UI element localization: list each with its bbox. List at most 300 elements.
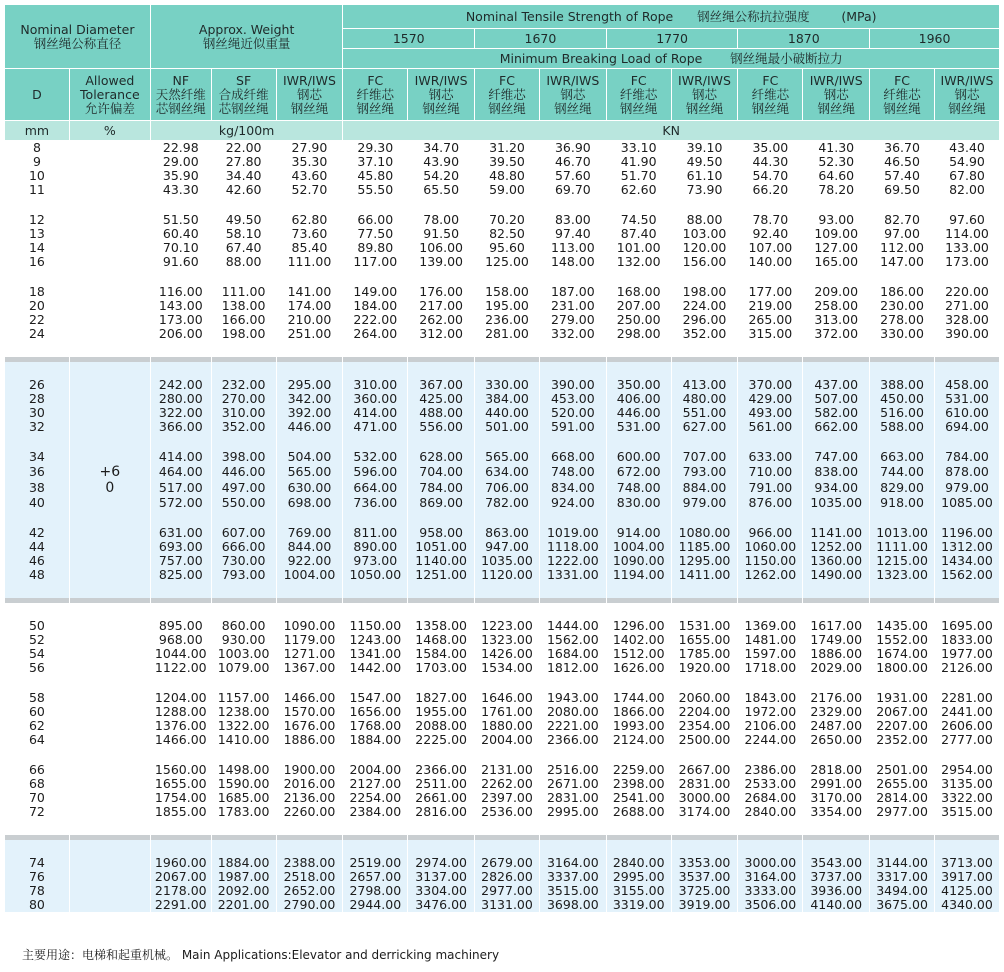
tolerance-cell [69, 661, 150, 675]
value-cell: 1271.00 [276, 647, 343, 661]
value-cell: 1434.00 [934, 554, 999, 568]
value-cell: 2518.00 [276, 870, 343, 884]
value-cell: 2281.00 [934, 691, 999, 705]
value-cell: 607.00 [211, 526, 276, 540]
value-cell: 973.00 [343, 554, 408, 568]
value-cell: 3476.00 [408, 898, 475, 912]
value-cell: 176.00 [408, 285, 475, 299]
value-cell: 2519.00 [343, 856, 408, 870]
value-cell: 34.70 [408, 141, 475, 155]
value-cell: 829.00 [870, 480, 935, 496]
table-row [5, 540, 1000, 554]
group-spacer [5, 510, 1000, 526]
diameter-cell: 28 [5, 392, 70, 406]
value-cell: 43.60 [276, 169, 343, 183]
value-cell: 55.50 [343, 183, 408, 197]
value-cell: 628.00 [408, 450, 475, 464]
group-spacer [5, 341, 1000, 357]
value-cell: 968.00 [150, 633, 211, 647]
value-cell: 1490.00 [803, 568, 870, 582]
value-cell: 2254.00 [343, 791, 408, 805]
value-cell: 633.00 [738, 450, 803, 464]
load-iwr-header-1670: IWR/IWS 钢芯 钢丝绳 [539, 69, 606, 121]
value-cell: 67.40 [211, 241, 276, 255]
value-cell: 1656.00 [343, 705, 408, 719]
value-cell: 748.00 [606, 480, 671, 496]
value-cell: 2977.00 [475, 884, 540, 898]
value-cell: 3919.00 [671, 898, 738, 912]
value-cell: 1080.00 [671, 526, 738, 540]
load-fc-header-1960: FC 纤维芯 钢丝绳 [870, 69, 935, 121]
tolerance-cell [69, 255, 150, 269]
value-cell: 793.00 [671, 464, 738, 480]
value-cell: 54.70 [738, 169, 803, 183]
value-cell: 73.60 [276, 227, 343, 241]
value-cell: 69.70 [539, 183, 606, 197]
value-cell: 488.00 [408, 406, 475, 420]
value-cell: 934.00 [803, 480, 870, 496]
diameter-cell: 74 [5, 856, 70, 870]
value-cell: 1547.00 [343, 691, 408, 705]
value-cell: 87.40 [606, 227, 671, 241]
value-cell: 2127.00 [343, 777, 408, 791]
value-cell: 231.00 [539, 299, 606, 313]
value-cell: 295.00 [276, 378, 343, 392]
value-cell: 1196.00 [934, 526, 999, 540]
value-cell: 747.00 [803, 450, 870, 464]
value-cell: 672.00 [606, 464, 671, 480]
value-cell: 2944.00 [343, 898, 408, 912]
value-cell: 3131.00 [475, 898, 540, 912]
value-cell: 556.00 [408, 420, 475, 434]
value-cell: 61.10 [671, 169, 738, 183]
value-cell: 2225.00 [408, 733, 475, 747]
value-cell: 2092.00 [211, 884, 276, 898]
value-cell: 147.00 [870, 255, 935, 269]
grade-1960: 1960 [870, 29, 1000, 49]
value-cell: 116.00 [150, 285, 211, 299]
value-cell: 2441.00 [934, 705, 999, 719]
load-fc-header-1870: FC 纤维芯 钢丝绳 [738, 69, 803, 121]
value-cell: 958.00 [408, 526, 475, 540]
value-cell: 3174.00 [671, 805, 738, 819]
value-cell: 113.00 [539, 241, 606, 255]
value-cell: 2178.00 [150, 884, 211, 898]
value-cell: 2840.00 [738, 805, 803, 819]
grade-1670: 1670 [475, 29, 607, 49]
value-cell: 1251.00 [408, 568, 475, 582]
column-header-row [5, 69, 1000, 121]
value-cell: 78.70 [738, 213, 803, 227]
value-cell: 3164.00 [539, 856, 606, 870]
value-cell: 232.00 [211, 378, 276, 392]
value-cell: 3353.00 [671, 856, 738, 870]
value-cell: 1866.00 [606, 705, 671, 719]
table-row [5, 870, 1000, 884]
value-cell: 757.00 [150, 554, 211, 568]
group-spacer [5, 582, 1000, 598]
diameter-cell: 12 [5, 213, 70, 227]
value-cell: 330.00 [475, 378, 540, 392]
table-row [5, 299, 1000, 313]
tolerance-cell [69, 450, 150, 464]
value-cell: 1003.00 [211, 647, 276, 661]
value-cell: 177.00 [738, 285, 803, 299]
table-body [5, 141, 1000, 912]
value-cell: 2679.00 [475, 856, 540, 870]
value-cell: 1150.00 [343, 619, 408, 633]
table-row [5, 763, 1000, 777]
diameter-cell: 10 [5, 169, 70, 183]
value-cell: 313.00 [803, 313, 870, 327]
value-cell: 111.00 [211, 285, 276, 299]
value-cell: 2995.00 [539, 805, 606, 819]
value-cell: 1812.00 [539, 661, 606, 675]
value-cell: 2840.00 [606, 856, 671, 870]
value-cell: 1120.00 [475, 568, 540, 582]
value-cell: 1194.00 [606, 568, 671, 582]
load-iwr-header-1570: IWR/IWS 钢芯 钢丝绳 [408, 69, 475, 121]
value-cell: 2798.00 [343, 884, 408, 898]
diameter-cell: 68 [5, 777, 70, 791]
value-cell: 222.00 [343, 313, 408, 327]
value-cell: 224.00 [671, 299, 738, 313]
value-cell: 78.20 [803, 183, 870, 197]
value-cell: 1468.00 [408, 633, 475, 647]
diameter-cell: 30 [5, 406, 70, 420]
value-cell: 174.00 [276, 299, 343, 313]
value-cell: 367.00 [408, 378, 475, 392]
value-cell: 2136.00 [276, 791, 343, 805]
value-cell: 869.00 [408, 496, 475, 510]
value-cell: 46.70 [539, 155, 606, 169]
tolerance-cell [69, 898, 150, 912]
value-cell: 884.00 [671, 480, 738, 496]
value-cell: 149.00 [343, 285, 408, 299]
table-row [5, 619, 1000, 633]
value-cell: 1322.00 [211, 719, 276, 733]
value-cell: 2004.00 [475, 733, 540, 747]
table-row [5, 633, 1000, 647]
value-cell: 2671.00 [539, 777, 606, 791]
diameter-cell: 70 [5, 791, 70, 805]
value-cell: 1376.00 [150, 719, 211, 733]
value-cell: 668.00 [539, 450, 606, 464]
value-cell: 82.00 [934, 183, 999, 197]
tolerance-cell [69, 227, 150, 241]
tolerance-cell [69, 763, 150, 777]
value-cell: 2487.00 [803, 719, 870, 733]
value-cell: 207.00 [606, 299, 671, 313]
diameter-cell: 18 [5, 285, 70, 299]
value-cell: 3319.00 [606, 898, 671, 912]
value-cell: 322.00 [150, 406, 211, 420]
value-cell: 279.00 [539, 313, 606, 327]
value-cell: 1960.00 [150, 856, 211, 870]
diameter-cell: 20 [5, 299, 70, 313]
value-cell: 352.00 [211, 420, 276, 434]
tolerance-cell [69, 183, 150, 197]
value-cell: 1185.00 [671, 540, 738, 554]
tolerance-cell [69, 169, 150, 183]
value-cell: 704.00 [408, 464, 475, 480]
value-cell: 106.00 [408, 241, 475, 255]
diameter-cell: 24 [5, 327, 70, 341]
tolerance-cell [69, 647, 150, 661]
value-cell: 791.00 [738, 480, 803, 496]
value-cell: 85.40 [276, 241, 343, 255]
weight-nf-header: NF 天然纤维 芯钢丝绳 [150, 69, 211, 121]
table-row [5, 777, 1000, 791]
load-fc-header-1670: FC 纤维芯 钢丝绳 [475, 69, 540, 121]
value-cell: 2790.00 [276, 898, 343, 912]
value-cell: 3135.00 [934, 777, 999, 791]
value-cell: 186.00 [870, 285, 935, 299]
value-cell: 634.00 [475, 464, 540, 480]
value-cell: 2329.00 [803, 705, 870, 719]
value-cell: 3515.00 [934, 805, 999, 819]
value-cell: 3170.00 [803, 791, 870, 805]
value-cell: 22.00 [211, 141, 276, 155]
value-cell: 1481.00 [738, 633, 803, 647]
value-cell: 3737.00 [803, 870, 870, 884]
value-cell: 1312.00 [934, 540, 999, 554]
diameter-cell: 42 [5, 526, 70, 540]
value-cell: 3000.00 [738, 856, 803, 870]
value-cell: 2207.00 [870, 719, 935, 733]
value-cell: 74.50 [606, 213, 671, 227]
table-row [5, 719, 1000, 733]
value-cell: 2131.00 [475, 763, 540, 777]
group-spacer [5, 675, 1000, 691]
value-cell: 1179.00 [276, 633, 343, 647]
table-row [5, 327, 1000, 341]
value-cell: 230.00 [870, 299, 935, 313]
value-cell: 464.00 [150, 464, 211, 480]
value-cell: 2816.00 [408, 805, 475, 819]
value-cell: 730.00 [211, 554, 276, 568]
value-cell: 117.00 [343, 255, 408, 269]
grade-1870: 1870 [738, 29, 870, 49]
value-cell: 1090.00 [606, 554, 671, 568]
value-cell: 52.30 [803, 155, 870, 169]
value-cell: 1590.00 [211, 777, 276, 791]
value-cell: 1931.00 [870, 691, 935, 705]
table-row [5, 526, 1000, 540]
value-cell: 3155.00 [606, 884, 671, 898]
value-cell: 2398.00 [606, 777, 671, 791]
value-cell: 1079.00 [211, 661, 276, 675]
value-cell: 57.40 [870, 169, 935, 183]
value-cell: 565.00 [276, 464, 343, 480]
value-cell: 694.00 [934, 420, 999, 434]
value-cell: 596.00 [343, 464, 408, 480]
diameter-cell: 76 [5, 870, 70, 884]
value-cell: 296.00 [671, 313, 738, 327]
value-cell: 2606.00 [934, 719, 999, 733]
load-iwr-header-1960: IWR/IWS 钢芯 钢丝绳 [934, 69, 999, 121]
value-cell: 41.30 [803, 141, 870, 155]
value-cell: 264.00 [343, 327, 408, 341]
value-cell: 2818.00 [803, 763, 870, 777]
value-cell: 610.00 [934, 406, 999, 420]
value-cell: 1987.00 [211, 870, 276, 884]
group-spacer [5, 197, 1000, 213]
value-cell: 132.00 [606, 255, 671, 269]
value-cell: 1435.00 [870, 619, 935, 633]
value-cell: 390.00 [934, 327, 999, 341]
value-cell: 2652.00 [276, 884, 343, 898]
table-row [5, 255, 1000, 269]
value-cell: 43.30 [150, 183, 211, 197]
value-cell: 1410.00 [211, 733, 276, 747]
value-cell: 91.50 [408, 227, 475, 241]
value-cell: 2386.00 [738, 763, 803, 777]
value-cell: 168.00 [606, 285, 671, 299]
value-cell: 507.00 [803, 392, 870, 406]
value-cell: 143.00 [150, 299, 211, 313]
value-cell: 43.40 [934, 141, 999, 155]
table-row [5, 213, 1000, 227]
value-cell: 838.00 [803, 464, 870, 480]
value-cell: 49.50 [211, 213, 276, 227]
value-cell: 520.00 [539, 406, 606, 420]
value-cell: 582.00 [803, 406, 870, 420]
diameter-cell: 34 [5, 450, 70, 464]
breaking-load-header: Minimum Breaking Load of Rope 钢丝绳最小破断拉力 [343, 49, 1000, 69]
value-cell: 698.00 [276, 496, 343, 510]
value-cell: 138.00 [211, 299, 276, 313]
value-cell: 1019.00 [539, 526, 606, 540]
value-cell: 450.00 [870, 392, 935, 406]
tolerance-header: Allowed Tolerance 允许偏差 [69, 69, 150, 121]
value-cell: 1993.00 [606, 719, 671, 733]
value-cell: 1977.00 [934, 647, 999, 661]
value-cell: 1955.00 [408, 705, 475, 719]
value-cell: 2106.00 [738, 719, 803, 733]
table-row [5, 464, 1000, 480]
value-cell: 52.70 [276, 183, 343, 197]
value-cell: 97.60 [934, 213, 999, 227]
diameter-cell: 40 [5, 496, 70, 510]
diameter-cell: 44 [5, 540, 70, 554]
tolerance-cell [69, 213, 150, 227]
tolerance-cell [69, 406, 150, 420]
value-cell: 2259.00 [606, 763, 671, 777]
value-cell: 82.50 [475, 227, 540, 241]
value-cell: 4140.00 [803, 898, 870, 912]
value-cell: 97.00 [870, 227, 935, 241]
value-cell: 793.00 [211, 568, 276, 582]
value-cell: 139.00 [408, 255, 475, 269]
value-cell: 1044.00 [150, 647, 211, 661]
value-cell: 39.50 [475, 155, 540, 169]
group-spacer [5, 603, 1000, 619]
value-cell: 398.00 [211, 450, 276, 464]
value-cell: 41.90 [606, 155, 671, 169]
value-cell: 1367.00 [276, 661, 343, 675]
value-cell: 1466.00 [276, 691, 343, 705]
value-cell: 2501.00 [870, 763, 935, 777]
value-cell: 446.00 [211, 464, 276, 480]
table-row [5, 884, 1000, 898]
grade-1770: 1770 [606, 29, 738, 49]
table-row [5, 647, 1000, 661]
unit-weight: kg/100m [150, 121, 343, 141]
value-cell: 784.00 [408, 480, 475, 496]
value-cell: 22.98 [150, 141, 211, 155]
table-row [5, 420, 1000, 434]
value-cell: 2201.00 [211, 898, 276, 912]
value-cell: 707.00 [671, 450, 738, 464]
value-cell: 27.90 [276, 141, 343, 155]
tolerance-cell [69, 791, 150, 805]
value-cell: 830.00 [606, 496, 671, 510]
value-cell: 101.00 [606, 241, 671, 255]
value-cell: 77.50 [343, 227, 408, 241]
value-cell: 88.00 [211, 255, 276, 269]
value-cell: 2244.00 [738, 733, 803, 747]
value-cell: 312.00 [408, 327, 475, 341]
value-cell: 2977.00 [870, 805, 935, 819]
value-cell: 236.00 [475, 313, 540, 327]
value-cell: 1684.00 [539, 647, 606, 661]
value-cell: 1718.00 [738, 661, 803, 675]
diameter-cell: 72 [5, 805, 70, 819]
table-row [5, 480, 1000, 496]
value-cell: 2541.00 [606, 791, 671, 805]
value-cell: 51.70 [606, 169, 671, 183]
value-cell: 3164.00 [738, 870, 803, 884]
value-cell: 2826.00 [475, 870, 540, 884]
value-cell: 1323.00 [475, 633, 540, 647]
value-cell: 2661.00 [408, 791, 475, 805]
value-cell: 1150.00 [738, 554, 803, 568]
value-cell: 390.00 [539, 378, 606, 392]
value-cell: 1085.00 [934, 496, 999, 510]
value-cell: 1562.00 [934, 568, 999, 582]
value-cell: 2384.00 [343, 805, 408, 819]
value-cell: 127.00 [803, 241, 870, 255]
value-cell: 2688.00 [606, 805, 671, 819]
tolerance-cell [69, 540, 150, 554]
value-cell: 572.00 [150, 496, 211, 510]
value-cell: 250.00 [606, 313, 671, 327]
value-cell: 918.00 [870, 496, 935, 510]
value-cell: 93.00 [803, 213, 870, 227]
value-cell: 1768.00 [343, 719, 408, 733]
value-cell: 195.00 [475, 299, 540, 313]
tolerance-cell [69, 141, 150, 155]
value-cell: 1744.00 [606, 691, 671, 705]
value-cell: 1090.00 [276, 619, 343, 633]
diameter-cell: 13 [5, 227, 70, 241]
value-cell: 43.90 [408, 155, 475, 169]
value-cell: 2029.00 [803, 661, 870, 675]
value-cell: 947.00 [475, 540, 540, 554]
diameter-cell: 9 [5, 155, 70, 169]
diameter-cell: 52 [5, 633, 70, 647]
diameter-cell: 48 [5, 568, 70, 582]
value-cell: 97.40 [539, 227, 606, 241]
value-cell: 70.20 [475, 213, 540, 227]
value-cell: 1560.00 [150, 763, 211, 777]
diameter-cell: 32 [5, 420, 70, 434]
value-cell: 3713.00 [934, 856, 999, 870]
value-cell: 78.00 [408, 213, 475, 227]
value-cell: 1444.00 [539, 619, 606, 633]
value-cell: 2204.00 [671, 705, 738, 719]
